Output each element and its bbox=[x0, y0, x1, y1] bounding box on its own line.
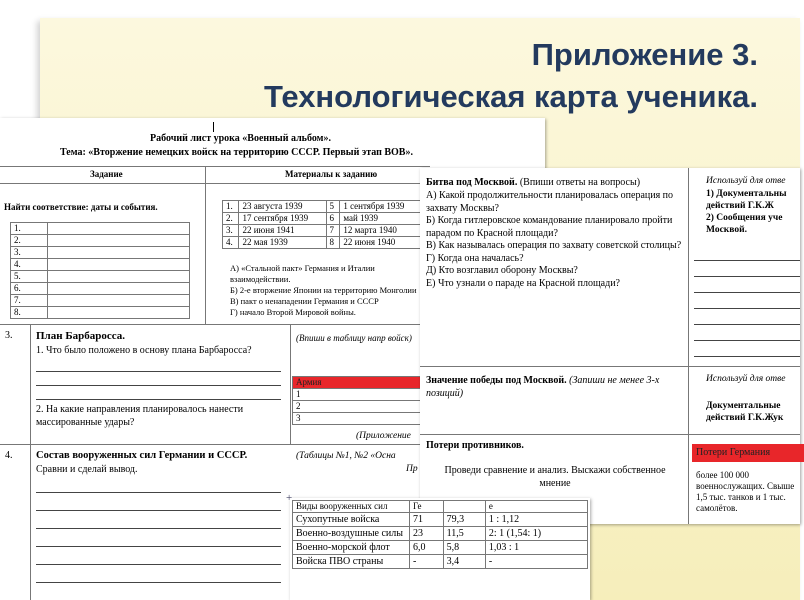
answer-row-number: 5. bbox=[11, 271, 48, 283]
losses-task: Проведи сравнение и анализ. Выскажи собственное мнение bbox=[444, 465, 666, 489]
column-materials: Материалы к заданию bbox=[285, 169, 378, 179]
dates-row bbox=[223, 225, 422, 237]
title-line-1: Приложение 3. bbox=[531, 37, 758, 72]
army-header: Армия bbox=[293, 377, 432, 389]
answer-row bbox=[11, 283, 190, 295]
dates-cell: 1 сентября 1939 bbox=[340, 201, 422, 213]
event-item: В) пакт о ненападении Германия и СССР bbox=[230, 296, 379, 306]
dates-cell: 22 мая 1939 bbox=[239, 237, 326, 249]
answer-row-number: 8. bbox=[11, 307, 48, 319]
answer-table bbox=[10, 222, 190, 319]
answer-row bbox=[11, 247, 190, 259]
column-task: Задание bbox=[90, 169, 123, 179]
forces-right-hint-2: Пр bbox=[406, 464, 418, 474]
dates-cell: 17 сентября 1939 bbox=[239, 213, 326, 225]
dates-cell: 6 bbox=[326, 213, 340, 225]
dates-row bbox=[223, 201, 422, 213]
significance-title: Значение победы под Москвой. bbox=[426, 375, 567, 386]
task-text: Найти соответствие: даты и события. bbox=[4, 202, 158, 212]
answer-row bbox=[11, 223, 190, 235]
answer-row-number: 6. bbox=[11, 283, 48, 295]
moscow-title-hint: (Впиши ответы на вопросы) bbox=[519, 177, 641, 188]
significance-right-text: Документальные действий Г.К.Жук bbox=[706, 401, 784, 423]
army-table bbox=[292, 376, 432, 425]
forces-cell: 71 bbox=[410, 513, 444, 527]
barbarossa-title: План Барбаросса. bbox=[36, 330, 125, 342]
answer-row bbox=[11, 307, 190, 319]
moscow-question: А) Какой продолжительности планировалась операция по захвату Москвы? bbox=[426, 190, 674, 214]
moscow-title: Битва под Москвой. bbox=[426, 177, 518, 188]
dates-cell: 22 июня 1941 bbox=[239, 225, 326, 237]
moscow-right-items bbox=[706, 188, 800, 236]
dates-cell: 4. bbox=[223, 237, 239, 249]
dates-cell: 1. bbox=[223, 201, 239, 213]
barbarossa-question-2: 2. На какие направления планировалось нанести массированные удары? bbox=[36, 404, 244, 428]
dates-cell: 12 марта 1940 bbox=[340, 225, 422, 237]
losses-header: Потери Германия bbox=[692, 444, 804, 462]
moscow-right-item: 1) Документальны действий Г.К.Ж bbox=[706, 189, 787, 211]
answer-row-number: 3. bbox=[11, 247, 48, 259]
dates-cell: 8 bbox=[326, 237, 340, 249]
barbarossa-right-hint: (Впиши в таблицу напр войск) bbox=[296, 333, 412, 343]
forces-cell: - bbox=[485, 555, 587, 569]
answer-cell[interactable] bbox=[48, 223, 190, 235]
forces-cell: 5,8 bbox=[443, 541, 485, 555]
event-item: А) «Стальной пакт» Германия и Италии взаимодействии. bbox=[230, 263, 375, 284]
title-line-2: Технологическая карта ученика. bbox=[263, 79, 758, 114]
forces-row bbox=[293, 555, 588, 569]
moscow-question: Е) Что узнали о параде на Красной площади? bbox=[426, 277, 620, 289]
dates-cell: 22 июня 1940 bbox=[340, 237, 422, 249]
forces-cell: 1,03 : 1 bbox=[485, 541, 587, 555]
forces-header-cell: Ге bbox=[410, 501, 444, 513]
forces-header-cell: Виды вооруженных сил bbox=[293, 501, 410, 513]
forces-title: Состав вооруженных сил Германии и СССР. bbox=[36, 450, 248, 461]
forces-table-sheet bbox=[286, 492, 590, 600]
forces-cell: 23 bbox=[410, 527, 444, 541]
significance-right-hint: Используй для отве bbox=[706, 374, 786, 384]
answer-cell[interactable] bbox=[48, 259, 190, 271]
losses-text: более 100 000 военнослужащих. Свыше 1,5 тыс. танков и 1 тыс. самолётов. bbox=[696, 470, 795, 513]
dates-row bbox=[223, 237, 422, 249]
moscow-right-item: 2) Сообщения уче Москвой. bbox=[706, 213, 783, 235]
forces-number: 4. bbox=[5, 450, 13, 461]
barbarossa-question-1: 1. Что было положено в основу плана Барбаросса? bbox=[36, 345, 252, 356]
barbarossa-number: 3. bbox=[5, 330, 13, 341]
forces-cell: 79,3 bbox=[443, 513, 485, 527]
answer-row-number: 4. bbox=[11, 259, 48, 271]
dates-row bbox=[223, 213, 422, 225]
moscow-worksheet bbox=[420, 168, 800, 524]
slide-title bbox=[264, 34, 758, 118]
plus-marker: + bbox=[286, 492, 293, 504]
forces-row bbox=[293, 541, 588, 555]
event-item: Б) 2-е вторжение Японии на территорию Монголии bbox=[230, 285, 417, 295]
army-row: 1 bbox=[293, 389, 432, 401]
answer-cell[interactable] bbox=[48, 295, 190, 307]
answer-row-number: 1. bbox=[11, 223, 48, 235]
event-item: Г) начало Второй Мировой войны. bbox=[230, 307, 356, 317]
forces-cell: Военно-морской флот bbox=[293, 541, 410, 555]
answer-cell[interactable] bbox=[48, 271, 190, 283]
moscow-questions bbox=[426, 190, 684, 290]
dates-table bbox=[222, 200, 422, 249]
dates-cell: 5 bbox=[326, 201, 340, 213]
events-list bbox=[230, 263, 430, 318]
dates-cell: 3. bbox=[223, 225, 239, 237]
forces-cell: 3,4 bbox=[443, 555, 485, 569]
answer-row-number: 7. bbox=[11, 295, 48, 307]
forces-right-hint: (Таблицы №1, №2 «Осна bbox=[296, 451, 396, 461]
answer-row bbox=[11, 235, 190, 247]
answer-row bbox=[11, 271, 190, 283]
forces-cell: Сухопутные войска bbox=[293, 513, 410, 527]
forces-cell: 11,5 bbox=[443, 527, 485, 541]
forces-cell: Войска ПВО страны bbox=[293, 555, 410, 569]
forces-header-row bbox=[293, 501, 588, 513]
moscow-title-block bbox=[426, 176, 686, 189]
forces-subtitle: Сравни и сделай вывод. bbox=[36, 464, 138, 475]
forces-cell: Военно-воздушные силы bbox=[293, 527, 410, 541]
forces-cell: - bbox=[410, 555, 444, 569]
forces-row bbox=[293, 513, 588, 527]
answer-cell[interactable] bbox=[48, 235, 190, 247]
dates-cell: 2. bbox=[223, 213, 239, 225]
moscow-question: В) Как называлась операция по захвату советской столицы? bbox=[426, 240, 682, 251]
forces-cell: 6,0 bbox=[410, 541, 444, 555]
answer-row-number: 2. bbox=[11, 235, 48, 247]
moscow-question: Б) Когда гитлеровское командование планировало пройти парадом по Красной площади? bbox=[426, 215, 673, 239]
army-row: 2 bbox=[293, 401, 432, 413]
significance-hint: (Запиши не менее 3-х позиций) bbox=[426, 375, 660, 399]
dates-cell: 23 августа 1939 bbox=[239, 201, 326, 213]
appendix-note: (Приложение bbox=[356, 431, 411, 441]
moscow-question: Д) Кто возглавил оборону Москвы? bbox=[426, 265, 578, 276]
forces-header-cell bbox=[443, 501, 485, 513]
dates-cell: май 1939 bbox=[340, 213, 422, 225]
answer-cell[interactable] bbox=[48, 307, 190, 319]
forces-header-cell: е bbox=[485, 501, 587, 513]
worksheet-topic: Тема: «Вторжение немецких войск на территорию СССР. Первый этап ВОВ». bbox=[60, 147, 413, 158]
answer-cell[interactable] bbox=[48, 247, 190, 259]
answer-cell[interactable] bbox=[48, 283, 190, 295]
forces-table bbox=[292, 500, 588, 569]
answer-row bbox=[11, 295, 190, 307]
answer-row bbox=[11, 259, 190, 271]
worksheet-heading: Рабочий лист урока «Военный альбом». bbox=[150, 133, 331, 144]
significance-block bbox=[426, 374, 684, 400]
losses-title: Потери противников. bbox=[426, 440, 524, 451]
moscow-right-hint: Используй для отве bbox=[706, 176, 786, 186]
forces-cell: 1 : 1,12 bbox=[485, 513, 587, 527]
dates-cell: 7 bbox=[326, 225, 340, 237]
forces-row bbox=[293, 527, 588, 541]
army-row: 3 bbox=[293, 413, 432, 425]
forces-cell: 2: 1 (1,54: 1) bbox=[485, 527, 587, 541]
moscow-question: Г) Когда она началась? bbox=[426, 252, 524, 264]
